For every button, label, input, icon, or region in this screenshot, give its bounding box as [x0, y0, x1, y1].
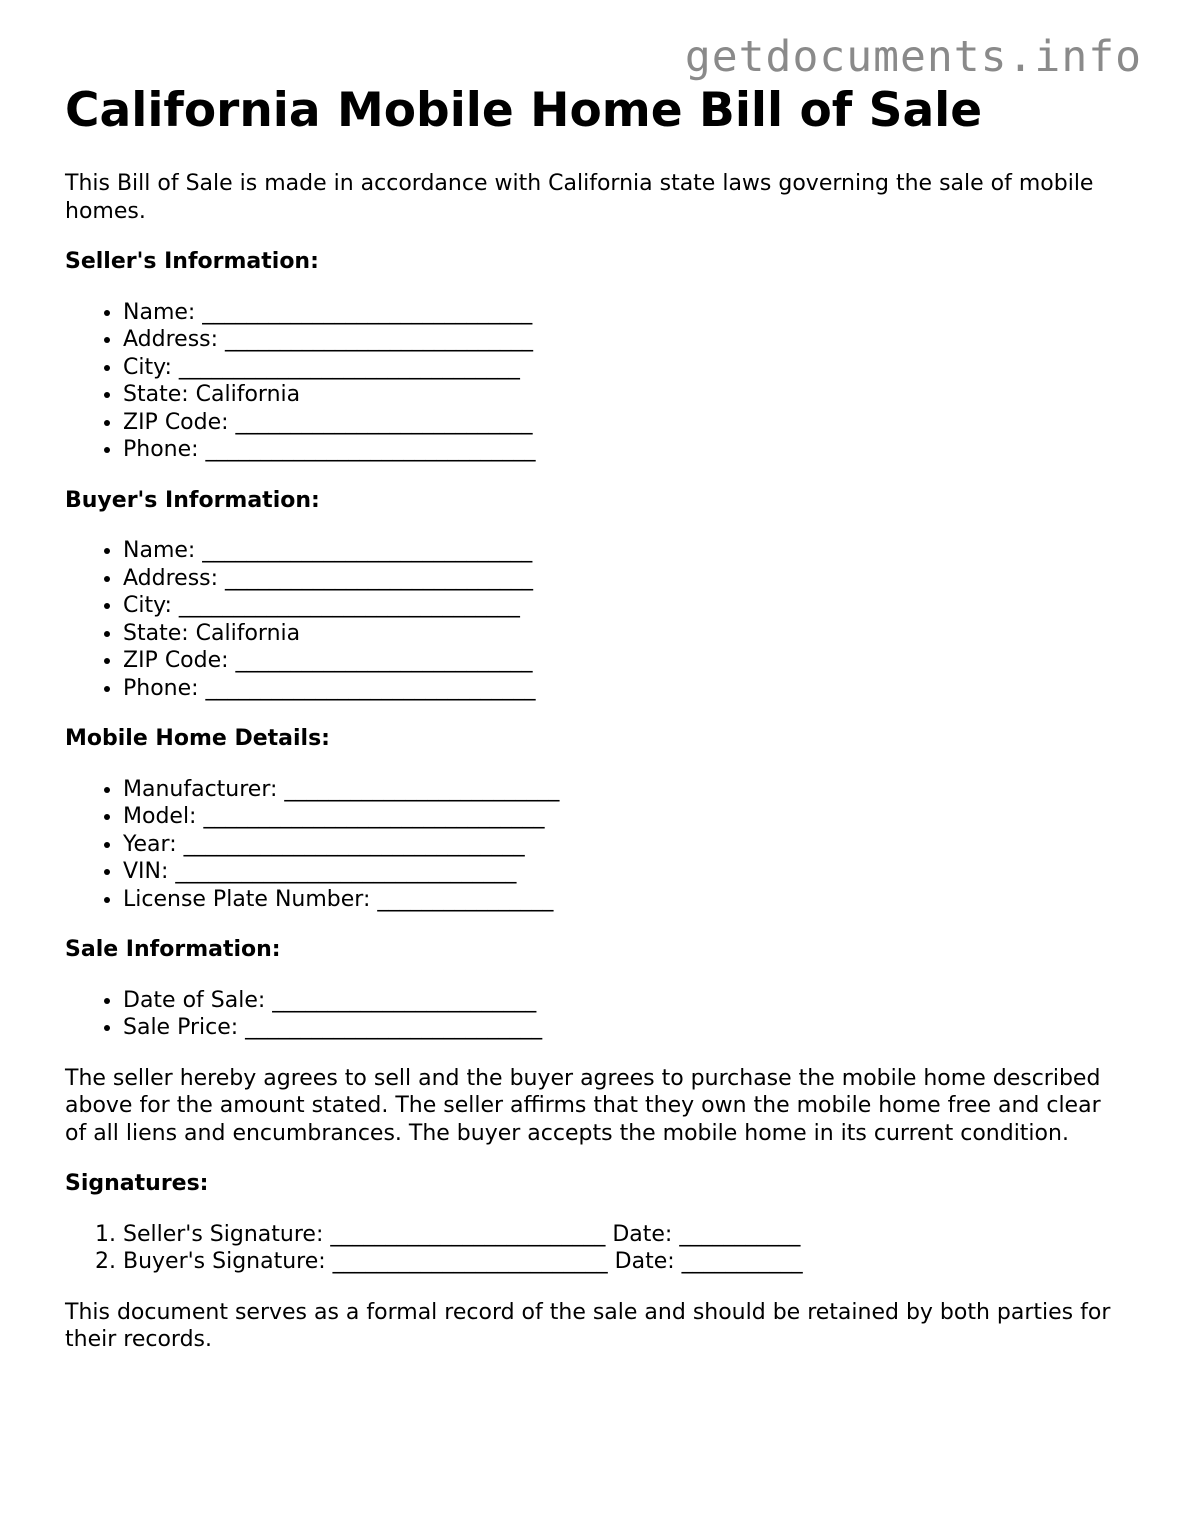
seller-signature-item: 1. Seller's Signature: _________________________ Date: ___________	[123, 1221, 1125, 1249]
buyer-zip-item: • ZIP Code: ___________________________	[123, 647, 1125, 675]
mobile-home-details-list	[65, 776, 1125, 914]
buyer-phone-item: • Phone: ______________________________	[123, 675, 1125, 703]
seller-name-item: • Name: ______________________________	[123, 299, 1125, 327]
closing-paragraph: This document serves as a formal record of the sale and should be retained by both parties for their records.	[65, 1299, 1111, 1352]
buyer-address-item: • Address: ____________________________	[123, 565, 1125, 593]
sale-info-list	[65, 987, 1125, 1042]
sale-heading: Sale Information:	[65, 937, 281, 962]
license-plate-item: • License Plate Number: ________________	[123, 886, 1125, 914]
seller-phone-item: • Phone: ______________________________	[123, 436, 1125, 464]
buyer-state-item: • State: California	[123, 620, 1125, 648]
mobile-home-heading: Mobile Home Details:	[65, 726, 330, 751]
seller-city-item: • City: _______________________________	[123, 354, 1125, 382]
buyer-heading: Buyer's Information:	[65, 487, 320, 513]
agreement-paragraph: The seller hereby agrees to sell and the buyer agrees to purchase the mobile home described above for the amount stated. The seller affirms that they own the mobile home free and clear of all liens and encumbrances. The buyer accepts the mobile home in its current condition.	[65, 1065, 1101, 1146]
seller-heading: Seller's Information:	[65, 249, 319, 274]
intro-paragraph: This Bill of Sale is made in accordance with California state laws governing the sale of mobile homes.	[65, 171, 1094, 224]
seller-zip-item: • ZIP Code: ___________________________	[123, 409, 1125, 437]
manufacturer-item: • Manufacturer: _________________________	[123, 776, 1125, 804]
signatures-list	[65, 1221, 1125, 1276]
sale-price-item: • Sale Price: ___________________________	[123, 1014, 1125, 1042]
seller-address-item: • Address: ____________________________	[123, 326, 1125, 354]
buyer-signature-item: 2. Buyer's Signature: _________________________ Date: ___________	[123, 1248, 1125, 1276]
seller-info-list	[65, 299, 1125, 464]
signatures-heading: Signatures:	[65, 1171, 209, 1196]
date-of-sale-item: • Date of Sale: ________________________	[123, 987, 1125, 1015]
watermark: getdocuments.info	[684, 32, 1142, 82]
vin-item: • VIN: _______________________________	[123, 858, 1125, 886]
document-page	[65, 84, 1125, 1354]
page-title: California Mobile Home Bill of Sale	[65, 83, 983, 138]
buyer-name-item: • Name: ______________________________	[123, 537, 1125, 565]
buyer-city-item: • City: _______________________________	[123, 592, 1125, 620]
year-item: • Year: _______________________________	[123, 831, 1125, 859]
model-item: • Model: _______________________________	[123, 803, 1125, 831]
buyer-info-list	[65, 537, 1125, 702]
seller-state-item: • State: California	[123, 381, 1125, 409]
